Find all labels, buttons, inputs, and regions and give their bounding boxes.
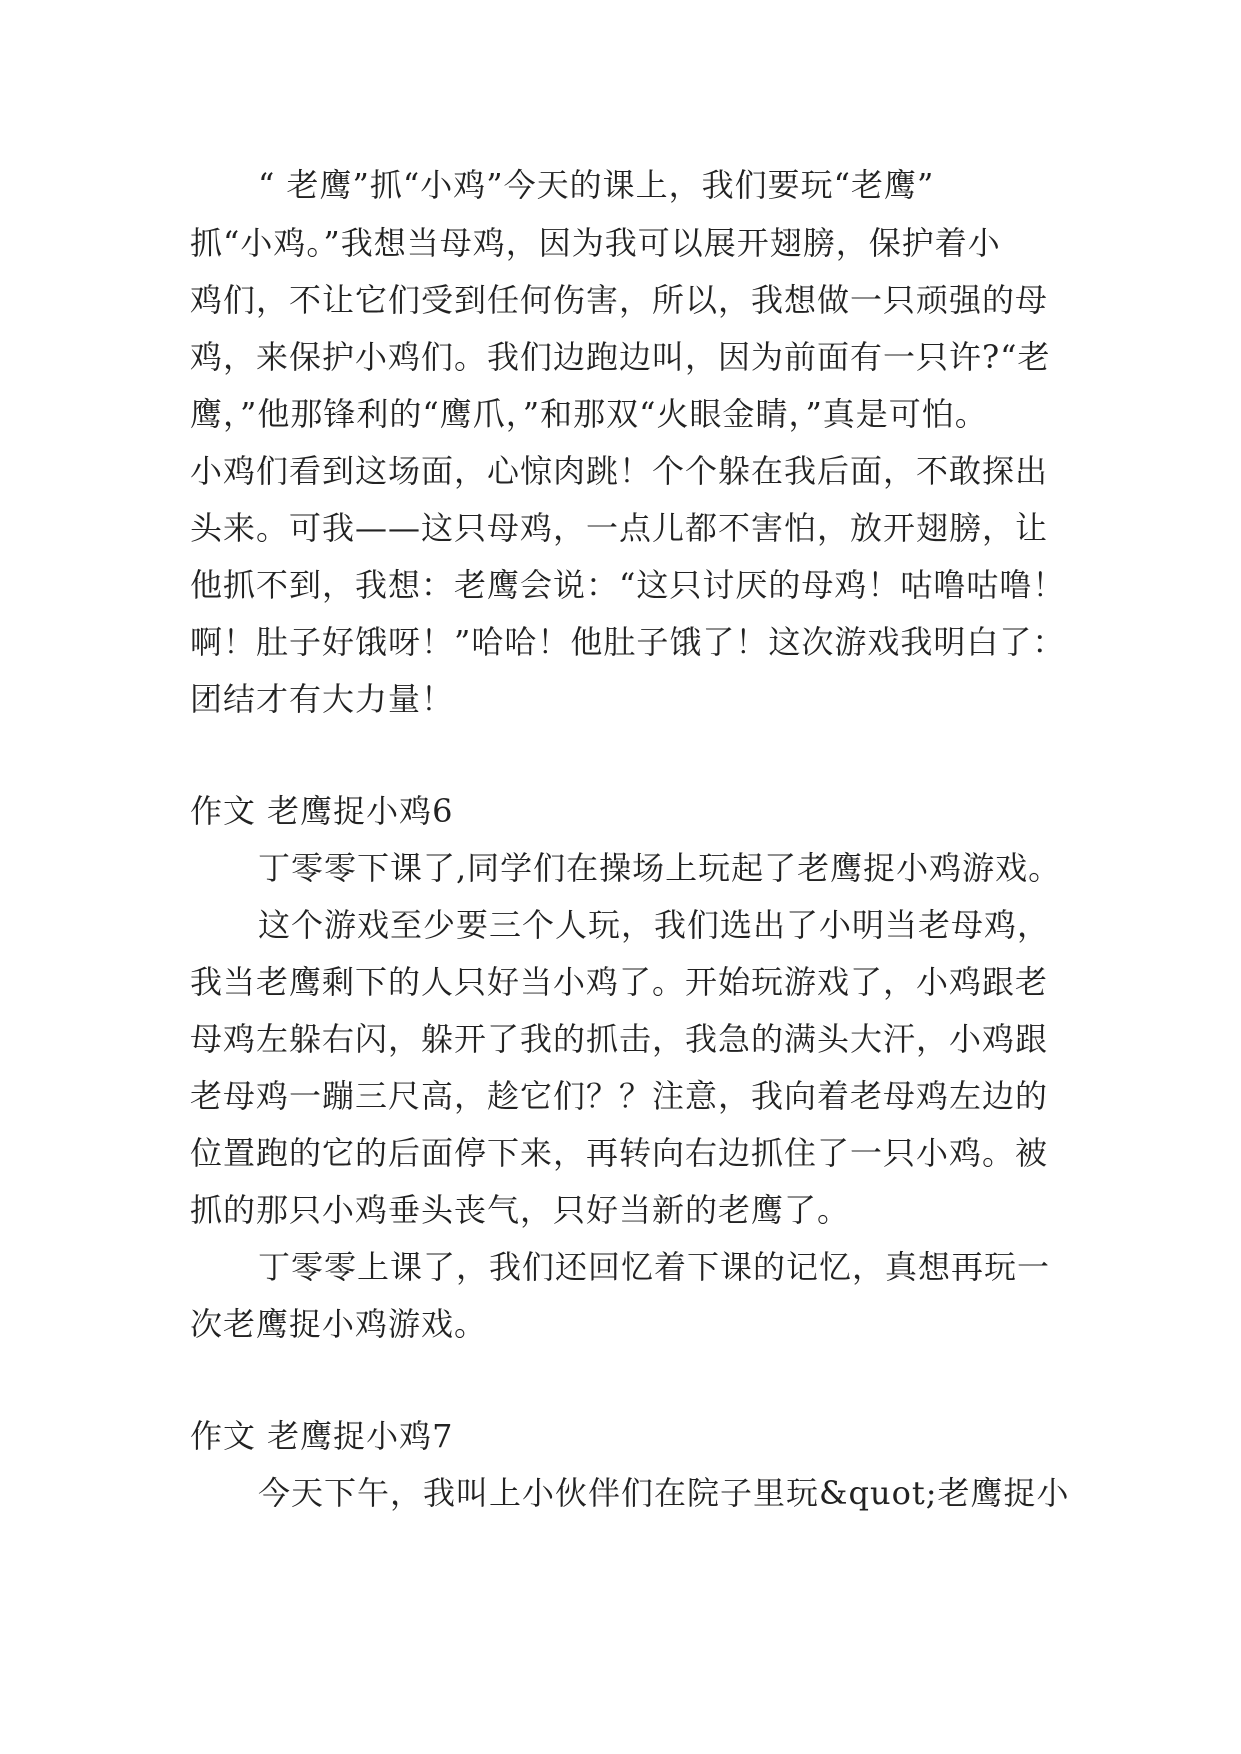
text-line: 位置跑的它的后面停下来，再转向右边抓住了一只小鸡。被 (190, 1134, 1049, 1172)
text-line: 啊！肚子好饿呀！”哈哈！他肚子饿了！这次游戏我明白了： (190, 623, 1066, 661)
text-line: 次老鹰捉小鸡游戏。 (190, 1305, 488, 1343)
text-line: 我当老鹰剩下的人只好当小鸡了。开始玩游戏了，小鸡跟老 (190, 963, 1049, 1001)
text-line: “ 老鹰”抓“小鸡”今天的课上，我们要玩“老鹰” (258, 166, 935, 204)
text-line: 头来。可我——这只母鸡，一点儿都不害怕，放开翅膀，让 (190, 509, 1049, 547)
text-line: 抓“小鸡。”我想当母鸡，因为我可以展开翅膀，保护着小 (190, 224, 1001, 262)
text-line: 鸡们，不让它们受到任何伤害，所以，我想做一只顽强的母 (190, 281, 1049, 319)
text-line: 抓的那只小鸡垂头丧气，只好当新的老鹰了。 (190, 1191, 851, 1229)
text-line: 鹰，”他那锋利的“鹰爪，”和那双“火眼金睛，”真是可怕。 (190, 395, 988, 433)
essay-heading: 作文 老鹰捉小鸡7 (190, 1417, 454, 1455)
text-line: 团结才有大力量！ (190, 680, 455, 718)
text-line: 鸡，来保护小鸡们。我们边跑边叫，因为前面有一只许?“老 (190, 338, 1051, 376)
text-line: 这个游戏至少要三个人玩，我们选出了小明当老母鸡， (258, 906, 1051, 944)
text-line: 丁零零下课了,同学们在操场上玩起了老鹰捉小鸡游戏。 (258, 849, 1062, 887)
text-line: 小鸡们看到这场面，心惊肉跳！个个躲在我后面，不敢探出 (190, 452, 1049, 490)
text-line: 今天下午，我叫上小伙伴们在院子里玩&quot;老鹰捉小 (258, 1474, 1070, 1512)
text-line: 丁零零上课了，我们还回忆着下课的记忆，真想再玩一 (258, 1248, 1051, 1286)
text-line: 老母鸡一蹦三尺高，趁它们？？注意，我向着老母鸡左边的 (190, 1077, 1049, 1115)
text-line: 母鸡左躲右闪，躲开了我的抓击，我急的满头大汗，小鸡跟 (190, 1020, 1049, 1058)
text-line: 他抓不到，我想：老鹰会说：“这只讨厌的母鸡！咕噜咕噜！ (190, 566, 1066, 604)
essay-heading: 作文 老鹰捉小鸡6 (190, 792, 454, 830)
